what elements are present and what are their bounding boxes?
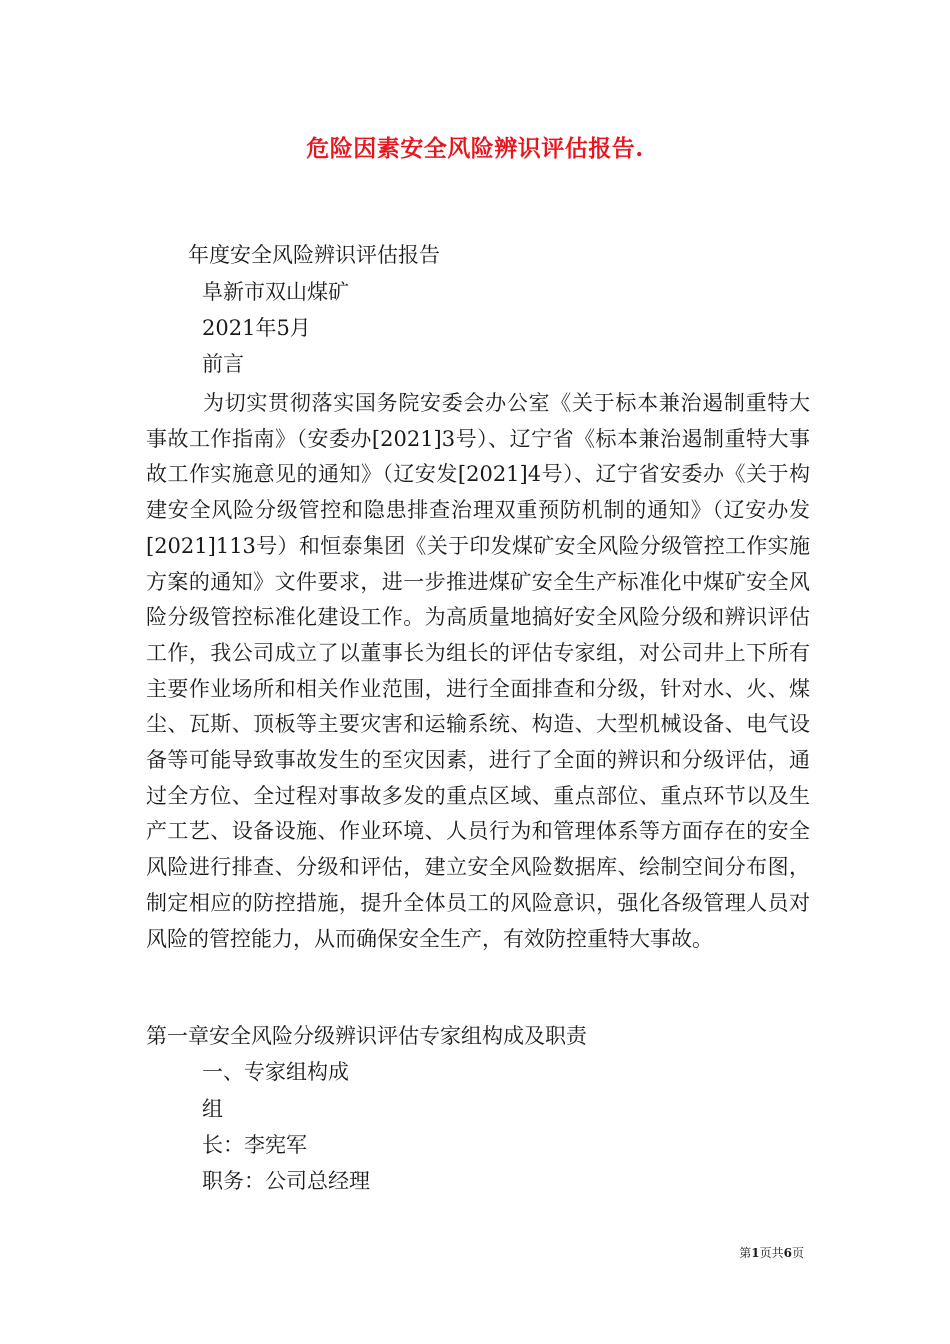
document-title: 危险因素安全风险辨识评估报告.: [306, 135, 644, 162]
group-label: 组: [202, 1097, 223, 1121]
leader-position: 职务：公司总经理: [202, 1169, 370, 1193]
page-number-footer: [739, 1245, 804, 1261]
preface-paragraph: 为切实贯彻落实国务院安委会办公室《关于标本兼治遏制重特大事故工作指南》（安委办[2021]3号）、辽宁省《标本兼治遏制重特大事故工作实施意见的通知》（辽安发[2021]4号）、辽宁省安委办《关于构建安全风险分级管控和隐患排查治理双重预防机制的通知》（辽安办发[2021]113号）和恒泰集团《关于印发煤矿安全风险分级管控工作实施方案的通知》文件要求，进一步推进煤矿安全生产标准化中煤矿安全风险分级管控标准化建设工作。为高质量地搞好安全风险分级和辨识评估工作，我公司成立了以董事长为组长的评估专家组，对公司井上下所有主要作业场所和相关作业范围，进行全面排查和分级，针对水、火、煤尘、瓦斯、顶板等主要灾害和运输系统、构造、大型机械设备、电气设备等可能导致事故发生的至灾因素，进行了全面的辨识和分级评估，通过全方位、全过程对事故多发的重点区域、重点部位、重点环节以及生产工艺、设备设施、作业环境、人员行为和管理体系等方面存在的安全风险进行排查、分级和评估，建立安全风险数据库、绘制空间分布图，制定相应的防控措施，提升全体员工的风险意识，强化各级管理人员对风险的管控能力，从而确保安全生产，有效防控重特大事故。: [146, 391, 810, 951]
footer-prefix: 第: [739, 1246, 752, 1260]
footer-current-page: 1: [751, 1246, 760, 1260]
group-leader: 长：李宪军: [202, 1133, 307, 1157]
report-subtitle: 年度安全风险辨识评估报告: [188, 243, 440, 267]
footer-middle: 页共: [759, 1246, 784, 1260]
section-heading: 一、专家组构成: [202, 1060, 349, 1084]
footer-total-pages: 6: [783, 1246, 792, 1260]
organization-name: 阜新市双山煤矿: [202, 280, 349, 304]
preface-heading: 前言: [202, 352, 244, 376]
chapter-heading: 第一章安全风险分级辨识评估专家组构成及职责: [146, 1024, 587, 1048]
footer-suffix: 页: [791, 1246, 804, 1260]
report-date: 2021年5月: [202, 316, 311, 340]
